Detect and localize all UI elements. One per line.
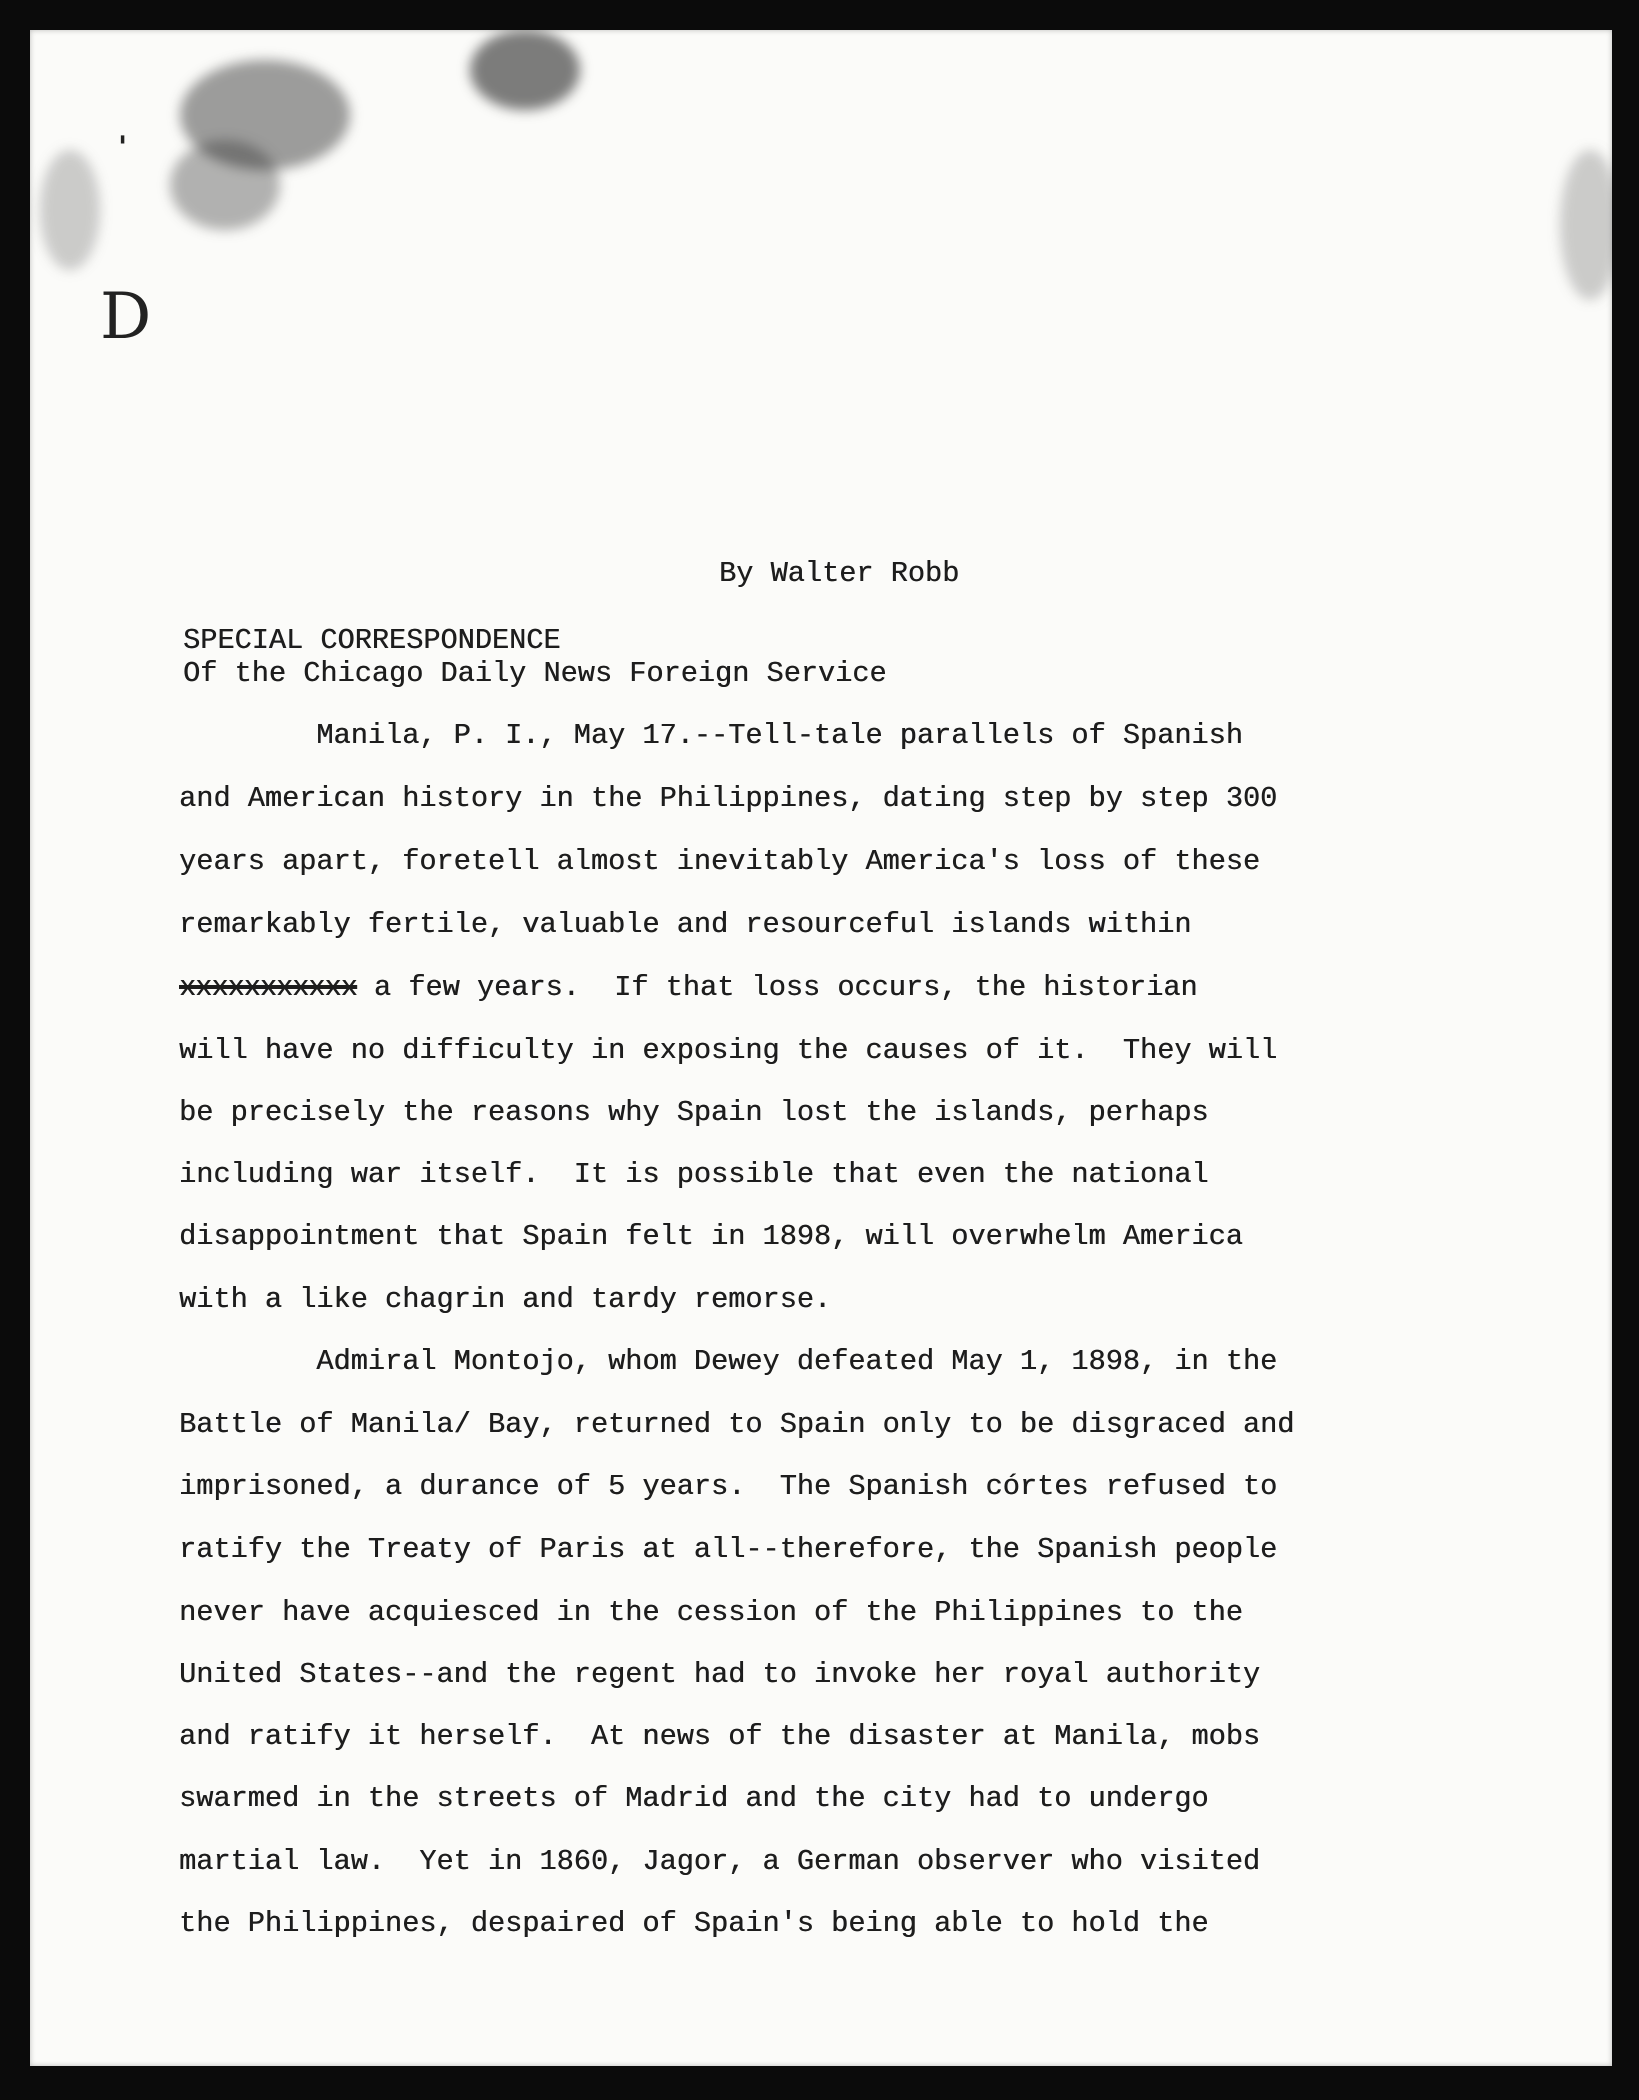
ink-smudge — [170, 140, 280, 230]
body-line-text: a few years. If that loss occurs, the historian — [356, 971, 1198, 1004]
body-line: be precisely the reasons why Spain lost the islands, perhaps — [179, 1096, 1209, 1129]
body-line: swarmed in the streets of Madrid and the city had to undergo — [179, 1782, 1209, 1815]
body-line: never have acquiesced in the cession of the Philippines to the — [179, 1596, 1243, 1629]
handwritten-corner-mark: ' — [118, 130, 128, 165]
typewritten-page — [30, 30, 1612, 2066]
body-line: martial law. Yet in 1860, Jagor, a German observer who visited — [179, 1845, 1261, 1878]
handwritten-letter-mark: D — [100, 280, 152, 354]
body-line: United States--and the regent had to invoke her royal authority — [179, 1658, 1261, 1691]
body-line: and ratify it herself. At news of the disaster at Manila, mobs — [179, 1720, 1261, 1753]
struck-out-text: xxxxxxxxxxx — [179, 971, 357, 1004]
ink-smudge — [180, 60, 350, 170]
ink-smudge — [1560, 150, 1612, 300]
body-line: imprisoned, a durance of 5 years. The Spanish córtes refused to — [179, 1470, 1278, 1503]
ink-smudge — [470, 30, 580, 110]
body-line: remarkably fertile, valuable and resourceful islands within — [179, 908, 1192, 941]
body-line: the Philippines, despaired of Spain's being able to hold the — [179, 1907, 1209, 1940]
body-line: Manila, P. I., May 17.--Tell-tale parallels of Spanish — [179, 719, 1243, 752]
body-line: years apart, foretell almost inevitably America's loss of these — [179, 845, 1261, 878]
ink-smudge — [40, 150, 100, 270]
body-line: including war itself. It is possible that even the national — [179, 1158, 1209, 1191]
body-line: and American history in the Philippines, dating step by step 300 — [179, 782, 1278, 815]
heading-line-1: SPECIAL CORRESPONDENCE — [183, 624, 561, 657]
body-line: disappointment that Spain felt in 1898, will overwhelm America — [179, 1220, 1243, 1253]
body-line: Admiral Montojo, whom Dewey defeated May 1, 1898, in the — [179, 1345, 1278, 1378]
body-line: with a like chagrin and tardy remorse. — [179, 1283, 832, 1316]
body-line: will have no difficulty in exposing the causes of it. They will — [179, 1034, 1278, 1067]
heading-line-2: Of the Chicago Daily News Foreign Service — [183, 657, 887, 690]
body-line — [179, 971, 1198, 1004]
body-line: Battle of Manila/ Bay, returned to Spain only to be disgraced and — [179, 1408, 1295, 1441]
byline: By Walter Robb — [719, 557, 960, 590]
body-line: ratify the Treaty of Paris at all--therefore, the Spanish people — [179, 1533, 1278, 1566]
